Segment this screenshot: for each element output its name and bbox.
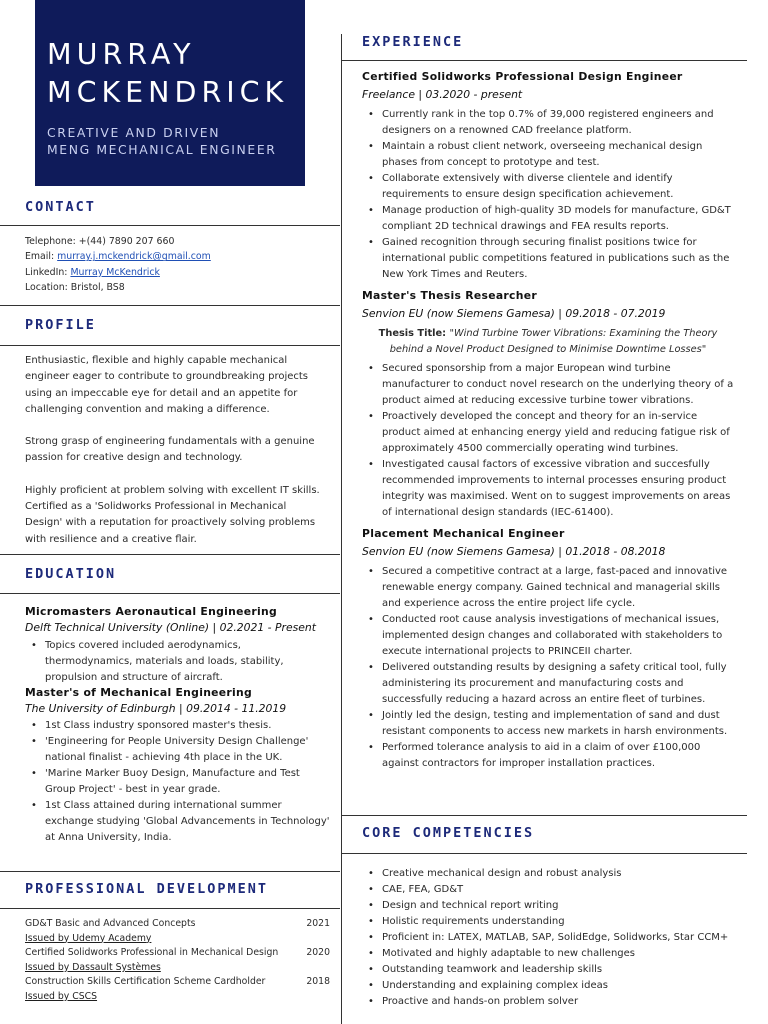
thesis-title [362,326,734,357]
profile-paragraph-1: Enthusiastic, flexible and highly capable mechanical engineer eager to contribute to groundbreaking projects using an impeccable eye for detail and an appetite for challenging convention and making a difference. [25,355,309,415]
profile-heading: PROFILE [25,317,96,333]
contact-linkedin-row: LinkedIn: Murray McKendrick [25,266,160,278]
contact-location: Location: Bristol, BS8 [25,282,125,294]
thesis-label: Thesis Title: [378,328,450,339]
email-link[interactable]: murray.j.mckendrick@gmail.com [57,251,211,263]
list-item: • 'Marine Marker Buoy Design, Manufacture and Test Group Project' - best in year grade. [25,766,330,798]
pd-year: 2018 [306,976,330,988]
contact-bottom-rule [0,305,340,306]
list-item: • Proactively developed the concept and theory for an in-service product aimed at enhancing energy yield and reducing fatigue risk of approximately 4500 commercially operating wind turbines. [362,409,734,457]
experience-rule [341,60,747,61]
list-item: • 1st Class attained during international summer exchange studying 'Global Advancements in Technology' at Anna University, India. [25,798,330,846]
last-name: MCKENDRICK [47,76,289,109]
list-item: • CAE, FEA, GD&T [362,882,742,898]
contact-email-row: Email: murray.j.mckendrick@gmail.com [25,251,211,263]
profile-paragraph-3: Highly proficient at problem solving with excellent IT skills. Certified as a 'Solidworks Professional in Mechanical Design' with a reputation for proactively solving problems with resilience and a creative flair. [25,484,320,545]
profile-text [25,353,325,548]
list-item: • Gained recognition through securing finalist positions twice for international public competitions featured in publications such as the New York Times and Reuters. [362,235,734,283]
column-divider [341,34,342,1024]
core-competencies-list [362,866,742,1010]
job-title: Certified Solidworks Professional Design Engineer [362,70,683,83]
education-rule [0,593,340,594]
list-item: • Motivated and highly adaptable to new challenges [362,946,742,962]
list-item: • Topics covered included aerodynamics, thermodynamics, materials and loads, stability, propulsion and structure of aircraft. [25,638,330,686]
core-competencies-heading: CORE COMPETENCIES [362,825,535,841]
education-heading: EDUCATION [25,566,117,582]
education-item [25,686,330,846]
contact-details [25,234,335,296]
pd-item [25,946,330,961]
tagline-line-1: CREATIVE AND DRIVEN [47,125,221,140]
professional-development-heading: PROFESSIONAL DEVELOPMENT [25,881,269,897]
list-item: • Conducted root cause analysis investigations of mechanical issues, implemented design changes and collaborated with stakeholders to execute international projects to PRINCEII charter. [362,612,734,660]
job-bullets [362,107,734,283]
list-item: • Proactive and hands-on problem solver [362,994,742,1010]
name-banner [35,0,305,186]
experience-item [362,289,734,521]
list-item: • Design and technical report writing [362,898,742,914]
pd-year: 2020 [306,947,330,959]
list-item: • Collaborate extensively with diverse clientele and identify requirements to ensure design specification achievement. [362,171,734,203]
pd-name: Construction Skills Certification Scheme Cardholder [25,976,266,988]
job-sub: Senvion EU (now Siemens Gamesa) | 01.2018 - 08.2018 [362,545,666,559]
experience-heading: EXPERIENCE [362,34,464,50]
list-item: • Outstanding teamwork and leadership skills [362,962,742,978]
pd-issuer-link[interactable]: Issued by Dassault Systèmes [25,961,161,973]
job-sub: Senvion EU (now Siemens Gamesa) | 09.2018 - 07.2019 [362,307,666,320]
education-bullets [25,718,330,846]
list-item: • Understanding and explaining complex ideas [362,978,742,994]
tagline [47,124,291,158]
experience-item [362,527,734,772]
thesis-title-line-1: "Wind Turbine Tower Vibrations: Examining the Theory [449,328,718,339]
thesis-title-line-2: behind a Novel Product Designed to Minimise Downtime Losses" [389,343,707,355]
contact-rule [0,225,340,226]
profile-bottom-rule [0,554,340,555]
list-item: • Manage production of high-quality 3D models for manufacture, GD&T compliant 2D technical drawings and FEA results reports. [362,203,734,235]
education-list [25,605,330,846]
list-item: • Secured a competitive contract at a large, fast-paced and innovative renewable energy company. Gained technical and managerial skills and experience across the entire project life cycle. [362,564,734,612]
professional-development-rule [0,908,340,909]
job-bullets [362,361,734,521]
job-title: Placement Mechanical Engineer [362,527,565,541]
job-bullets [362,564,734,772]
list-item: • Holistic requirements understanding [362,914,742,930]
pd-item [25,975,330,990]
list-item: • Proficient in: LATEX, MATLAB, SAP, SolidEdge, Solidworks, Star CCM+ [362,930,742,946]
first-name: MURRAY [47,38,196,71]
pd-name: GD&T Basic and Advanced Concepts [25,918,196,929]
job-sub: Freelance | 03.2020 - present [362,88,523,101]
job-title: Master's Thesis Researcher [362,289,537,302]
contact-telephone: Telephone: +(44) 7890 207 660 [25,236,175,247]
list-item: • 'Engineering for People University Design Challenge' national finalist - achieving 4th place in the UK. [25,734,330,766]
list-item: • Secured sponsorship from a major European wind turbine manufacturer to conduct novel research on the underlying theory of a product aimed at reducing excessive turbine tower vibrations. [362,361,734,409]
profile-paragraph-2: Strong grasp of engineering fundamentals with a genuine passion for creative design and technology. [25,436,315,464]
list-item: • Delivered outstanding results by designing a safety critical tool, fully administering its procurement and manufacturing costs and successfully reducing a hazard across an entire fleet of turbines. [362,660,734,708]
experience-item [362,70,734,283]
education-sub: Delft Technical University (Online) | 02.2021 - Present [25,621,316,634]
education-item [25,605,330,686]
list-item: • 1st Class industry sponsored master's thesis. [25,718,330,734]
experience-list [362,70,734,772]
education-bullets [25,638,330,686]
pd-year: 2021 [306,918,330,929]
list-item: • Jointly led the design, testing and implementation of sand and dust resistant components to access new markets in harsh environments. [362,708,734,740]
professional-development-list [25,917,330,1005]
core-competencies-top-rule [341,815,747,816]
list-item: • Investigated causal factors of excessive vibration and succesfully recommended improvements to internal processes ensuring product integrity was maximised. Went on to suggest improvements on areas of international design standards (IEC-61400). [362,457,734,521]
list-item: • Creative mechanical design and robust analysis [362,866,742,882]
list-item: • Maintain a robust client network, overseeing mechanical design phases from concept to prototype and test. [362,139,734,171]
list-item: • Currently rank in the top 0.7% of 39,000 registered engineers and designers on a renowned CAD freelance platform. [362,107,734,139]
pd-item [25,917,330,932]
pd-name: Certified Solidworks Professional in Mechanical Design [25,947,279,959]
education-bottom-rule [0,871,340,872]
contact-heading: CONTACT [25,199,96,215]
profile-rule [0,345,340,346]
pd-issuer-link[interactable]: Issued by CSCS [25,990,98,1002]
education-sub: The University of Edinburgh | 09.2014 - 11.2019 [25,702,287,715]
tagline-line-2: MENG MECHANICAL ENGINEER [47,142,277,157]
education-title: Micromasters Aeronautical Engineering [25,605,277,618]
list-item: • Performed tolerance analysis to aid in a claim of over £100,000 against contractors for improper installation practices. [362,740,734,772]
education-title: Master's of Mechanical Engineering [25,686,253,699]
core-competencies-rule [341,853,747,854]
pd-issuer-link[interactable]: Issued by Udemy Academy [25,932,152,944]
linkedin-link[interactable]: Murray McKendrick [70,266,160,278]
